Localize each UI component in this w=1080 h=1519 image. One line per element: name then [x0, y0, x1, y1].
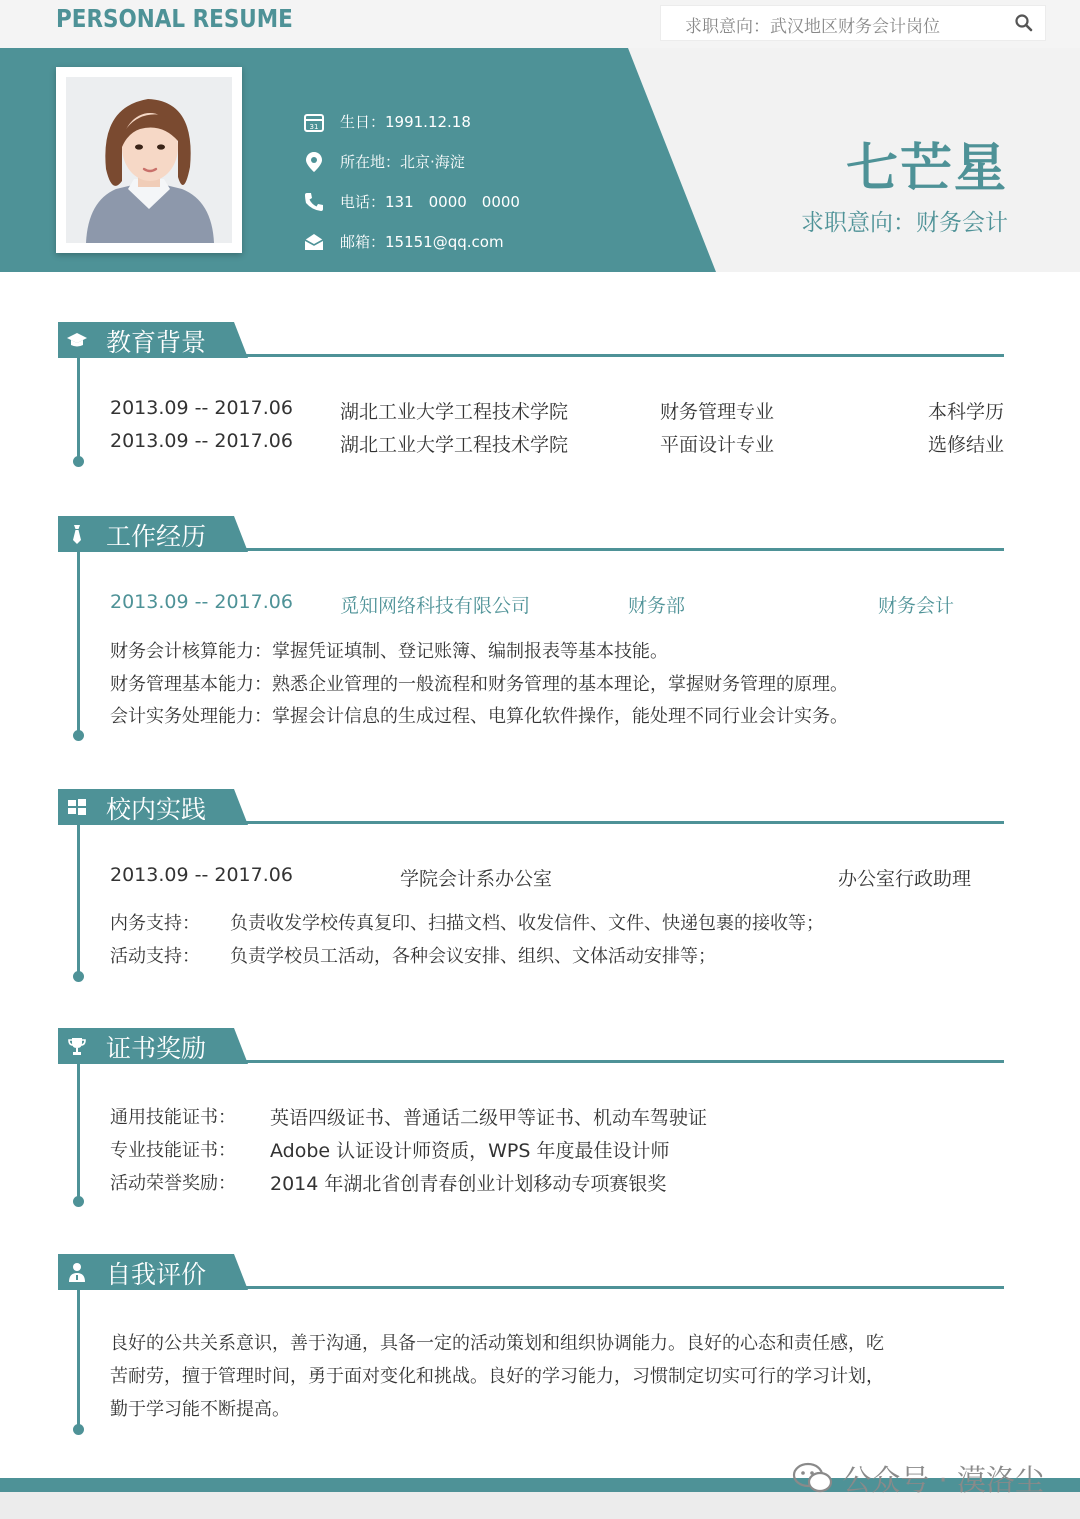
timeline-line	[77, 358, 80, 458]
calendar-icon	[302, 110, 326, 134]
search-icon[interactable]	[1013, 12, 1035, 34]
candidate-name: 七芒星	[845, 139, 1008, 199]
campus-item-label: 内务支持：	[110, 913, 200, 934]
person-icon	[66, 1261, 88, 1283]
work-period: 2013.09 -- 2017.06	[110, 591, 293, 613]
work-company: 觅知网络科技有限公司	[340, 595, 531, 617]
top-bar	[0, 0, 1080, 48]
edu-school: 湖北工业大学工程技术学院	[340, 434, 569, 456]
timeline-dot	[73, 456, 84, 467]
section-campus	[58, 789, 1004, 984]
award-label: 活动荣誉奖励：	[110, 1173, 236, 1194]
timeline-line	[77, 1064, 80, 1198]
work-detail-line: 财务会计核算能力：掌握凭证填制、登记账簿、编制报表等基本技能。	[110, 641, 668, 662]
section-awards	[58, 1028, 1004, 1208]
campus-period: 2013.09 -- 2017.06	[110, 864, 293, 886]
svg-text:31: 31	[309, 123, 319, 131]
timeline-line	[77, 1290, 80, 1428]
campus-org: 学院会计系办公室	[400, 868, 553, 890]
self-eval-line: 良好的公共关系意识，善于沟通，具备一定的活动策划和组织协调能力。良好的心态和责任感，吃	[110, 1333, 884, 1354]
search-box[interactable]	[660, 5, 1046, 41]
watermark	[842, 1458, 1044, 1499]
timeline-line	[77, 552, 80, 732]
section-title: 工作经历	[106, 522, 207, 551]
job-intent: 求职意向：财务会计	[801, 210, 1008, 236]
campus-item-text: 负责学校员工活动，各种会议安排、组织、文体活动安排等；	[230, 946, 716, 967]
timeline-dot	[73, 971, 84, 982]
phone-icon	[302, 190, 326, 214]
self-eval-line: 勤于学习能不断提高。	[110, 1399, 290, 1420]
wechat-icon	[792, 1460, 834, 1496]
section-rule	[238, 354, 1004, 357]
timeline-dot	[73, 730, 84, 741]
info-text: 所在地：北京·海淀	[340, 153, 465, 171]
timeline-line	[77, 825, 80, 973]
section-header	[58, 1028, 1004, 1064]
award-label: 通用技能证书：	[110, 1107, 236, 1128]
section-rule	[238, 548, 1004, 551]
timeline-dot	[73, 1196, 84, 1207]
section-header	[58, 516, 1004, 552]
section-title: 校内实践	[106, 795, 207, 824]
trophy-icon	[66, 1035, 88, 1057]
edu-degree: 本科学历	[928, 401, 1005, 423]
campus-item-label: 活动支持：	[110, 946, 200, 967]
section-rule	[238, 821, 1004, 824]
info-text: 电话：131 0000 0000	[340, 193, 520, 211]
section-rule	[238, 1286, 1004, 1289]
section-self-eval	[58, 1254, 1004, 1434]
self-eval-line: 苦耐劳，擅于管理时间，勇于面对变化和挑战。良好的学习能力，习惯制定切实可行的学习计划，	[110, 1366, 884, 1387]
section-rule	[238, 1060, 1004, 1063]
portrait-photo	[66, 77, 232, 243]
award-text: 英语四级证书、普通话二级甲等证书、机动车驾驶证	[270, 1107, 708, 1129]
graduation-cap-icon	[66, 329, 88, 351]
tie-icon	[66, 523, 88, 545]
info-text: 邮箱：15151@qq.com	[340, 233, 504, 251]
avatar	[56, 67, 242, 253]
watermark-text: 公众号 · 漠洛尘	[842, 1463, 1044, 1497]
section-header	[58, 1254, 1004, 1290]
edu-degree: 选修结业	[928, 434, 1005, 456]
work-detail-line: 会计实务处理能力：掌握会计信息的生成过程、电算化软件操作，能处理不同行业会计实务。	[110, 706, 848, 727]
campus-role: 办公室行政助理	[838, 868, 972, 890]
edu-major: 平面设计专业	[660, 434, 775, 456]
award-text: 2014 年湖北省创青春创业计划移动专项赛银奖	[270, 1173, 667, 1195]
section-title: 自我评价	[106, 1260, 207, 1289]
section-work	[58, 516, 1004, 746]
mail-icon	[302, 230, 326, 254]
info-text: 生日：1991.12.18	[340, 113, 471, 131]
profile-header	[0, 48, 1080, 272]
award-label: 专业技能证书：	[110, 1140, 236, 1161]
work-department: 财务部	[628, 595, 686, 617]
work-position: 财务会计	[878, 595, 955, 617]
award-text: Adobe 认证设计师资质，WPS 年度最佳设计师	[270, 1140, 670, 1162]
windows-grid-icon	[66, 796, 88, 818]
timeline-dot	[73, 1424, 84, 1435]
campus-item-text: 负责收发学校传真复印、扫描文档、收发信件、文件、快递包裹的接收等；	[230, 913, 824, 934]
brand-title: PERSONAL RESUME	[56, 4, 293, 33]
location-icon	[302, 150, 326, 174]
section-header	[58, 322, 1004, 358]
work-detail-line: 财务管理基本能力：熟悉企业管理的一般流程和财务管理的基本理论，掌握财务管理的原理。	[110, 674, 848, 695]
section-title: 证书奖励	[106, 1034, 207, 1063]
search-text: 求职意向：武汉地区财务会计岗位	[685, 17, 940, 37]
edu-period: 2013.09 -- 2017.06	[110, 430, 293, 452]
edu-school: 湖北工业大学工程技术学院	[340, 401, 569, 423]
edu-major: 财务管理专业	[660, 401, 775, 423]
section-title: 教育背景	[106, 328, 207, 357]
edu-period: 2013.09 -- 2017.06	[110, 397, 293, 419]
section-header	[58, 789, 1004, 825]
section-education	[58, 322, 1004, 472]
